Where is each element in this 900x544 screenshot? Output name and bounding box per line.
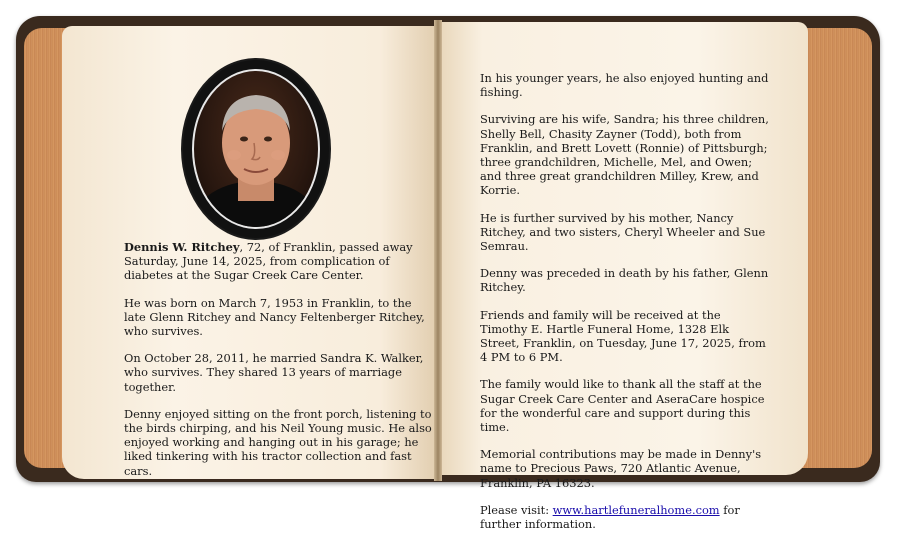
thanks-paragraph: The family would like to thank all the staff at the Sugar Creek Care Center and AseraCare hospice for the wonderful care and support during this time. xyxy=(480,377,770,434)
portrait-illustration xyxy=(194,71,318,227)
visit-prefix: Please visit: xyxy=(480,503,553,517)
memorial-paragraph: Memorial contributions may be made in Denny's name to Precious Paws, 720 Atlantic Avenue, Franklin, PA 16323. xyxy=(480,447,770,490)
younger-years-paragraph: In his younger years, he also enjoyed hunting and fishing. xyxy=(480,71,770,99)
funeral-home-link[interactable]: www.hartlefuneralhome.com xyxy=(553,503,720,517)
survivors-paragraph: Surviving are his wife, Sandra; his three children, Shelly Bell, Chasity Zayner (Todd), both from Franklin, and Brett Lovett (Ronnie) of Pittsburgh; three grandchildren, Michelle, Mel, and Owen; and three great grandchildren Milley, Krew, and Korrie. xyxy=(480,112,770,197)
left-column xyxy=(124,240,432,491)
mother-sisters-paragraph: He is further survived by his mother, Nancy Ritchey, and two sisters, Cheryl Wheeler and Sue Semrau. xyxy=(480,211,770,254)
right-column xyxy=(480,71,770,544)
obituary-intro xyxy=(124,240,432,283)
deceased-name: Dennis W. Ritchey xyxy=(124,240,239,254)
birth-paragraph: He was born on March 7, 1953 in Franklin, to the late Glenn Ritchey and Nancy Feltenberger Ritchey, who survives. xyxy=(124,296,432,339)
hobbies-paragraph: Denny enjoyed sitting on the front porch, listening to the birds chirping, and his Neil Young music. He also enjoyed working and hanging out in his garage; he liked tinkering with his tractor collection and fast cars. xyxy=(124,407,432,478)
visitation-paragraph: Friends and family will be received at the Timothy E. Hartle Funeral Home, 1328 Elk Street, Franklin, on Tuesday, June 17, 2025, from 4 PM to 6 PM. xyxy=(480,308,770,365)
portrait-frame xyxy=(183,60,329,238)
website-paragraph xyxy=(480,503,770,531)
marriage-paragraph: On October 28, 2011, he married Sandra K. Walker, who survives. They shared 13 years of marriage together. xyxy=(124,351,432,394)
book-spine xyxy=(434,20,442,481)
portrait-photo xyxy=(192,69,320,229)
intro-text: , 72, of Franklin, passed away Saturday, June 14, 2025, from complication of diabetes at the Sugar Creek Care Center. xyxy=(124,240,413,282)
preceded-paragraph: Denny was preceded in death by his father, Glenn Ritchey. xyxy=(480,266,770,294)
visit-suffix: for further information. xyxy=(480,503,740,531)
